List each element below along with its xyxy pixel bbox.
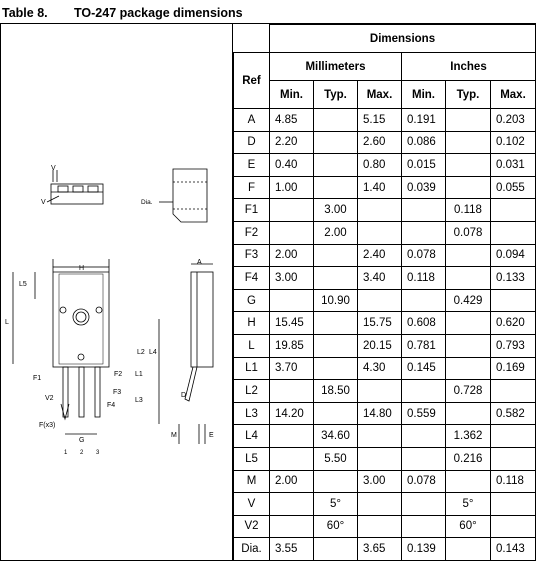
row-ref: L xyxy=(234,334,270,357)
cell-in-max xyxy=(491,221,536,244)
cell-in-min: 0.078 xyxy=(402,244,446,267)
cell-in-typ: 0.429 xyxy=(446,289,491,312)
cell-in-max xyxy=(491,515,536,538)
cell-in-typ: 5° xyxy=(446,493,491,516)
cell-mm-min: 0.40 xyxy=(270,154,314,177)
label-d: D xyxy=(181,392,187,399)
cell-mm-min: 3.55 xyxy=(270,538,314,561)
cell-mm-max: 4.30 xyxy=(358,357,402,380)
cell-in-max: 0.133 xyxy=(491,267,536,290)
table-row xyxy=(234,289,536,312)
cell-in-min: 0.118 xyxy=(402,267,446,290)
cell-in-typ xyxy=(446,109,491,132)
cell-in-min: 0.781 xyxy=(402,334,446,357)
table-title: TO-247 package dimensions xyxy=(74,6,243,20)
table-row xyxy=(234,402,536,425)
label-pin1: 1 xyxy=(64,450,68,456)
cell-in-min: 0.015 xyxy=(402,154,446,177)
table-frame xyxy=(0,23,536,561)
cell-mm-typ: 5° xyxy=(314,493,358,516)
row-ref: L5 xyxy=(234,447,270,470)
label-l4: L4 xyxy=(149,349,157,356)
cell-mm-min xyxy=(270,515,314,538)
top-view xyxy=(41,165,103,206)
table-row xyxy=(234,312,536,335)
cell-mm-min xyxy=(270,289,314,312)
row-ref: F1 xyxy=(234,199,270,222)
cell-in-typ xyxy=(446,267,491,290)
cell-in-min xyxy=(402,425,446,448)
cell-in-typ xyxy=(446,402,491,425)
cell-mm-max: 2.60 xyxy=(358,131,402,154)
table-row xyxy=(234,334,536,357)
table-row xyxy=(234,267,536,290)
cell-mm-typ: 2.00 xyxy=(314,221,358,244)
label-dia: Dia. xyxy=(141,199,153,206)
label-l5: L5 xyxy=(19,281,27,288)
cell-mm-max: 2.40 xyxy=(358,244,402,267)
cell-mm-max xyxy=(358,493,402,516)
cell-mm-min xyxy=(270,221,314,244)
cell-mm-typ xyxy=(314,470,358,493)
cell-mm-max: 3.40 xyxy=(358,267,402,290)
row-ref: Dia. xyxy=(234,538,270,561)
cell-in-min: 0.559 xyxy=(402,402,446,425)
row-ref: A xyxy=(234,109,270,132)
cell-in-typ: 0.728 xyxy=(446,380,491,403)
cell-mm-max xyxy=(358,447,402,470)
cell-in-max xyxy=(491,425,536,448)
table-row xyxy=(234,154,536,177)
cell-mm-typ xyxy=(314,154,358,177)
cell-mm-min xyxy=(270,380,314,403)
cell-mm-typ: 3.00 xyxy=(314,199,358,222)
row-ref: V xyxy=(234,493,270,516)
cell-mm-typ: 18.50 xyxy=(314,380,358,403)
row-ref: L2 xyxy=(234,380,270,403)
ref-header: Ref xyxy=(234,53,270,109)
label-f2: F2 xyxy=(114,371,123,378)
cell-mm-min: 1.00 xyxy=(270,176,314,199)
cell-mm-min: 3.70 xyxy=(270,357,314,380)
cell-in-typ xyxy=(446,334,491,357)
cell-in-typ: 0.216 xyxy=(446,447,491,470)
cell-mm-min: 14.20 xyxy=(270,402,314,425)
cell-in-max: 0.031 xyxy=(491,154,536,177)
cell-in-min xyxy=(402,515,446,538)
cell-in-typ xyxy=(446,357,491,380)
table-row xyxy=(234,538,536,561)
cell-in-max: 0.118 xyxy=(491,470,536,493)
row-ref: L3 xyxy=(234,402,270,425)
cell-mm-max: 3.65 xyxy=(358,538,402,561)
cell-in-max: 0.094 xyxy=(491,244,536,267)
label-l2: L2 xyxy=(137,349,145,356)
cell-mm-max xyxy=(358,515,402,538)
table-number: Table 8. xyxy=(2,6,48,20)
cell-mm-typ xyxy=(314,267,358,290)
table-row xyxy=(234,470,536,493)
cell-mm-typ: 5.50 xyxy=(314,447,358,470)
table-row xyxy=(234,357,536,380)
label-f3: F3 xyxy=(113,389,122,396)
cell-in-typ xyxy=(446,131,491,154)
cell-mm-max: 5.15 xyxy=(358,109,402,132)
cell-in-min: 0.608 xyxy=(402,312,446,335)
cell-in-max xyxy=(491,493,536,516)
cell-mm-max: 15.75 xyxy=(358,312,402,335)
package-outline-drawing xyxy=(1,24,233,560)
cell-mm-min xyxy=(270,447,314,470)
inches-header: Inches xyxy=(402,53,536,81)
label-a: A xyxy=(197,259,202,266)
label-v-side: V xyxy=(41,199,46,206)
front-view xyxy=(5,259,159,456)
label-g: G xyxy=(79,437,85,444)
row-ref: D xyxy=(234,131,270,154)
side-view xyxy=(171,259,214,444)
label-pin2: 2 xyxy=(80,450,84,456)
row-ref: E xyxy=(234,154,270,177)
row-ref: L4 xyxy=(234,425,270,448)
col-in-max: Max. xyxy=(491,81,536,109)
cell-mm-max: 3.00 xyxy=(358,470,402,493)
table-row xyxy=(234,380,536,403)
cell-mm-typ xyxy=(314,312,358,335)
cell-in-typ xyxy=(446,312,491,335)
label-v-top: V xyxy=(51,165,56,172)
cell-in-min: 0.039 xyxy=(402,176,446,199)
cell-in-max: 0.143 xyxy=(491,538,536,561)
cell-mm-typ xyxy=(314,109,358,132)
label-f4: F4 xyxy=(107,402,116,409)
cell-mm-min xyxy=(270,199,314,222)
cell-mm-max xyxy=(358,199,402,222)
side-top-view xyxy=(141,169,207,222)
cell-mm-min: 2.00 xyxy=(270,470,314,493)
cell-mm-max: 20.15 xyxy=(358,334,402,357)
table-row xyxy=(234,131,536,154)
table-row xyxy=(234,447,536,470)
cell-mm-min: 4.85 xyxy=(270,109,314,132)
cell-in-max: 0.620 xyxy=(491,312,536,335)
cell-in-typ xyxy=(446,154,491,177)
cell-in-min xyxy=(402,493,446,516)
cell-in-max: 0.203 xyxy=(491,109,536,132)
cell-mm-typ xyxy=(314,538,358,561)
row-ref: G xyxy=(234,289,270,312)
col-mm-max: Max. xyxy=(358,81,402,109)
row-ref: F4 xyxy=(234,267,270,290)
table-row xyxy=(234,515,536,538)
label-l1: L1 xyxy=(135,371,143,378)
cell-mm-max: 1.40 xyxy=(358,176,402,199)
cell-mm-min: 19.85 xyxy=(270,334,314,357)
cell-in-typ xyxy=(446,244,491,267)
col-in-min: Min. xyxy=(402,81,446,109)
table-row xyxy=(234,244,536,267)
cell-in-min xyxy=(402,447,446,470)
label-pin3: 3 xyxy=(96,450,100,456)
cell-in-typ: 60° xyxy=(446,515,491,538)
table-row xyxy=(234,199,536,222)
cell-mm-max xyxy=(358,380,402,403)
cell-mm-typ: 34.60 xyxy=(314,425,358,448)
cell-mm-min: 3.00 xyxy=(270,267,314,290)
cell-in-min xyxy=(402,199,446,222)
cell-in-max: 0.582 xyxy=(491,402,536,425)
package-drawing xyxy=(1,24,233,560)
cell-mm-typ xyxy=(314,176,358,199)
cell-mm-typ xyxy=(314,334,358,357)
cell-in-max xyxy=(491,289,536,312)
label-f1: F1 xyxy=(33,375,42,382)
cell-in-typ xyxy=(446,176,491,199)
label-m: M xyxy=(171,432,177,439)
cell-in-typ xyxy=(446,538,491,561)
cell-mm-min: 2.20 xyxy=(270,131,314,154)
row-ref: F xyxy=(234,176,270,199)
cell-mm-max xyxy=(358,289,402,312)
cell-in-max xyxy=(491,199,536,222)
row-ref: H xyxy=(234,312,270,335)
dimensions-header: Dimensions xyxy=(270,25,536,53)
col-mm-min: Min. xyxy=(270,81,314,109)
cell-mm-typ xyxy=(314,357,358,380)
cell-in-typ: 0.078 xyxy=(446,221,491,244)
cell-in-min: 0.191 xyxy=(402,109,446,132)
cell-mm-max: 14.80 xyxy=(358,402,402,425)
cell-in-typ xyxy=(446,470,491,493)
cell-in-min xyxy=(402,221,446,244)
cell-in-max xyxy=(491,447,536,470)
cell-in-min: 0.086 xyxy=(402,131,446,154)
label-h: H xyxy=(79,265,85,272)
cell-mm-max xyxy=(358,425,402,448)
cell-mm-typ xyxy=(314,402,358,425)
col-mm-typ: Typ. xyxy=(314,81,358,109)
label-l: L xyxy=(5,319,9,326)
table-row xyxy=(234,176,536,199)
label-v2: V2 xyxy=(45,395,54,402)
cell-in-min: 0.145 xyxy=(402,357,446,380)
cell-in-min: 0.139 xyxy=(402,538,446,561)
cell-mm-min xyxy=(270,493,314,516)
corner-cell xyxy=(234,25,270,53)
label-fx3: F(x3) xyxy=(39,422,56,429)
cell-mm-max: 0.80 xyxy=(358,154,402,177)
cell-in-typ: 0.118 xyxy=(446,199,491,222)
cell-mm-typ xyxy=(314,244,358,267)
millimeters-header: Millimeters xyxy=(270,53,402,81)
cell-mm-typ xyxy=(314,131,358,154)
table-row xyxy=(234,493,536,516)
label-l3: L3 xyxy=(135,397,143,404)
cell-in-max: 0.793 xyxy=(491,334,536,357)
dimensions-table xyxy=(233,24,536,561)
cell-in-max: 0.055 xyxy=(491,176,536,199)
table-body xyxy=(234,109,536,561)
cell-mm-min: 2.00 xyxy=(270,244,314,267)
row-ref: L1 xyxy=(234,357,270,380)
col-in-typ: Typ. xyxy=(446,81,491,109)
cell-in-max: 0.169 xyxy=(491,357,536,380)
cell-in-typ: 1.362 xyxy=(446,425,491,448)
table-row xyxy=(234,425,536,448)
table-row xyxy=(234,221,536,244)
label-e: E xyxy=(209,432,214,439)
cell-in-max xyxy=(491,380,536,403)
row-ref: F3 xyxy=(234,244,270,267)
cell-mm-min xyxy=(270,425,314,448)
table-row xyxy=(234,109,536,132)
cell-mm-typ: 10.90 xyxy=(314,289,358,312)
cell-in-min xyxy=(402,380,446,403)
cell-mm-max xyxy=(358,221,402,244)
cell-in-min: 0.078 xyxy=(402,470,446,493)
cell-mm-typ: 60° xyxy=(314,515,358,538)
cell-in-max: 0.102 xyxy=(491,131,536,154)
row-ref: F2 xyxy=(234,221,270,244)
cell-mm-min: 15.45 xyxy=(270,312,314,335)
row-ref: M xyxy=(234,470,270,493)
cell-in-min xyxy=(402,289,446,312)
row-ref: V2 xyxy=(234,515,270,538)
